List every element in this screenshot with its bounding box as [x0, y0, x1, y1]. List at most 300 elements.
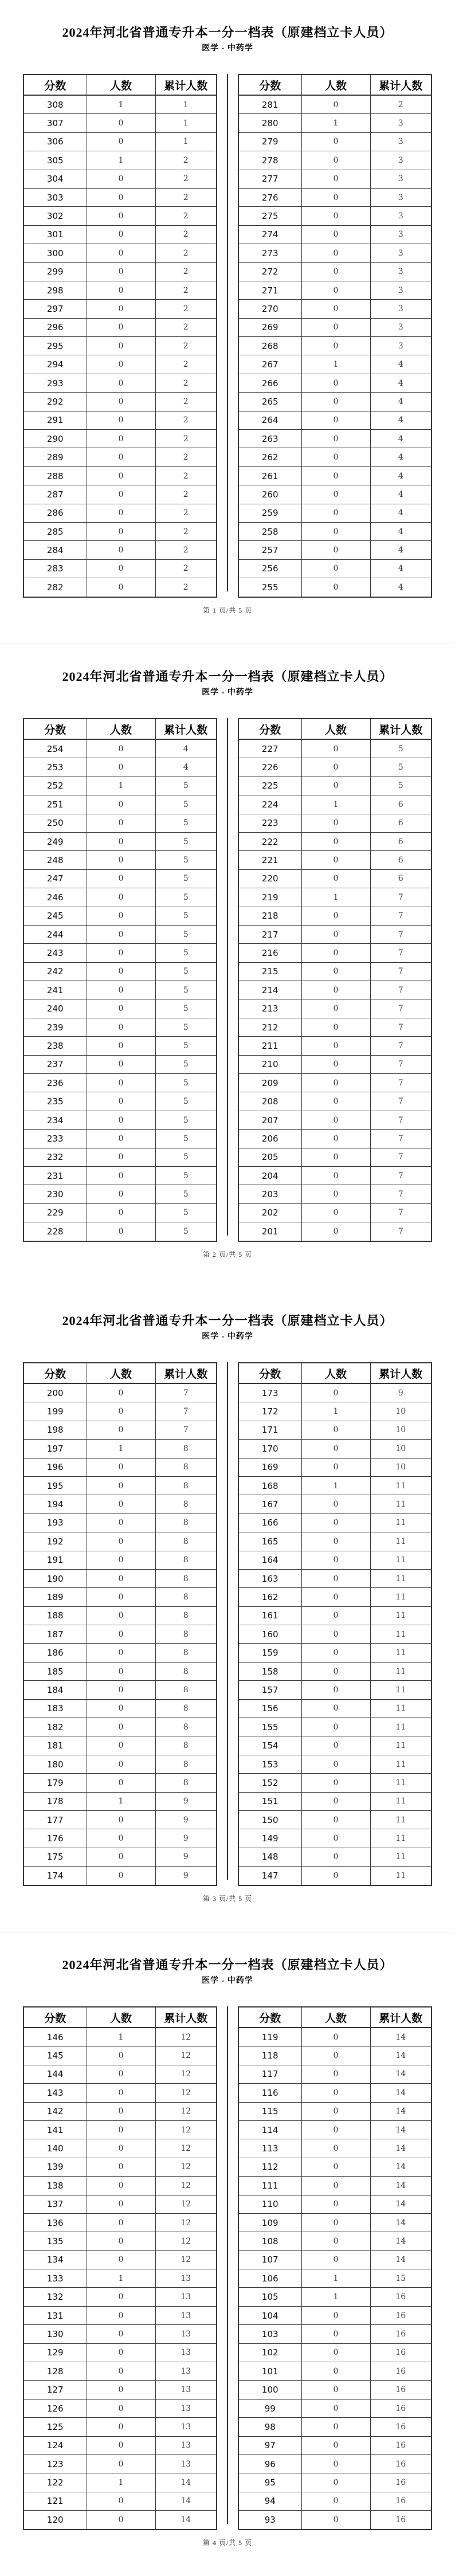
score-cell: 301: [23, 225, 87, 244]
score-cell: 100: [238, 2381, 301, 2399]
table-row: [238, 1848, 432, 1866]
count-cell: 0: [301, 1018, 370, 1036]
cumulative-cell: 12: [155, 2213, 217, 2232]
score-cell: 221: [238, 851, 301, 869]
table-row: [23, 1681, 217, 1699]
cumulative-cell: 16: [370, 2381, 432, 2399]
score-column-header: 分数: [238, 719, 301, 739]
cumulative-cell: 13: [155, 2288, 217, 2306]
cumulative-cell: 2: [155, 170, 217, 188]
count-cell: 0: [301, 2325, 370, 2343]
page-subtitle: 医学 - 中药学: [202, 1332, 253, 1341]
column-divider: [227, 1362, 228, 1880]
score-column-header: 分数: [23, 1363, 87, 1383]
cumulative-cell: 11: [370, 1829, 432, 1848]
page-footer: 第 2 页/共 5 页: [202, 1250, 253, 1258]
table-row: [23, 466, 217, 485]
score-cell: 186: [23, 1644, 87, 1662]
table-row: [238, 374, 432, 392]
count-cell: 0: [87, 1551, 155, 1569]
table-row: [23, 374, 217, 392]
table-row: [238, 1185, 432, 1203]
count-cell: 0: [301, 2139, 370, 2158]
count-cell: 0: [87, 281, 155, 299]
cumulative-cell: 4: [370, 504, 432, 522]
cumulative-cell: 2: [155, 578, 217, 597]
cumulative-cell: 2: [155, 281, 217, 299]
score-cell: 143: [23, 2084, 87, 2102]
table-row: [238, 1018, 432, 1036]
count-cell: 0: [301, 962, 370, 981]
score-cell: 282: [23, 578, 87, 597]
cumulative-cell: 4: [370, 448, 432, 466]
table-row: [23, 869, 217, 888]
score-cell: 112: [238, 2158, 301, 2176]
table-row: [238, 2343, 432, 2362]
cumulative-cell: 13: [155, 2418, 217, 2436]
cumulative-cell: 8: [155, 1662, 217, 1680]
score-cell: 106: [238, 2269, 301, 2288]
count-cell: 0: [301, 2158, 370, 2176]
table-row: [23, 1569, 217, 1587]
table-row: [238, 981, 432, 999]
score-cell: 277: [238, 170, 301, 188]
score-cell: 231: [23, 1166, 87, 1185]
cumulative-column-header: 累计人数: [155, 2007, 217, 2028]
score-cell: 104: [238, 2306, 301, 2324]
score-cell: 149: [238, 1829, 301, 1848]
cumulative-cell: 5: [155, 1222, 217, 1241]
cumulative-cell: 7: [155, 1383, 217, 1402]
cumulative-cell: 8: [155, 1588, 217, 1606]
table-row: [238, 337, 432, 355]
cumulative-cell: 7: [370, 1055, 432, 1073]
count-cell: 0: [87, 578, 155, 597]
cumulative-cell: 8: [155, 1514, 217, 1532]
score-cell: 184: [23, 1681, 87, 1699]
count-cell: 0: [301, 2343, 370, 2362]
cumulative-cell: 16: [370, 2399, 432, 2417]
table-row: [238, 393, 432, 411]
score-cell: 291: [23, 411, 87, 429]
table-row: [238, 1644, 432, 1662]
table-row: [23, 170, 217, 188]
count-cell: 0: [87, 1755, 155, 1773]
table-row: [23, 2250, 217, 2269]
table-row: [238, 814, 432, 832]
score-cell: 222: [238, 832, 301, 850]
table-row: [238, 448, 432, 466]
count-cell: 0: [301, 1625, 370, 1644]
count-cell: 0: [87, 1736, 155, 1755]
cumulative-cell: 7: [370, 1222, 432, 1241]
cumulative-cell: 7: [370, 1111, 432, 1129]
count-cell: 0: [301, 318, 370, 336]
table-row: [23, 1203, 217, 1222]
cumulative-cell: 11: [370, 1514, 432, 1532]
cumulative-cell: 2: [155, 430, 217, 448]
table-row: [238, 777, 432, 795]
score-cell: 259: [238, 504, 301, 522]
score-cell: 252: [23, 777, 87, 795]
score-cell: 247: [23, 869, 87, 888]
score-cell: 131: [23, 2306, 87, 2324]
table-row: [23, 281, 217, 299]
count-cell: 0: [87, 1848, 155, 1866]
cumulative-cell: 7: [370, 1037, 432, 1055]
count-cell: 0: [301, 1662, 370, 1680]
count-cell: 0: [87, 1185, 155, 1203]
table-row: [23, 1185, 217, 1203]
table-row: [23, 1130, 217, 1148]
table-row: [23, 944, 217, 962]
count-cell: 0: [87, 522, 155, 540]
cumulative-cell: 2: [155, 374, 217, 392]
cumulative-cell: 11: [370, 1718, 432, 1736]
table-row: [23, 1699, 217, 1718]
count-cell: 0: [301, 2177, 370, 2195]
cumulative-cell: 14: [155, 2492, 217, 2510]
score-cell: 300: [23, 244, 87, 262]
count-cell: 0: [87, 1092, 155, 1111]
cumulative-cell: 6: [370, 851, 432, 869]
cumulative-cell: 2: [155, 355, 217, 374]
cumulative-cell: 9: [155, 1829, 217, 1848]
count-cell: 0: [301, 999, 370, 1018]
score-cell: 284: [23, 541, 87, 559]
page-subtitle: 医学 - 中药学: [202, 688, 253, 697]
score-cell: 280: [238, 114, 301, 132]
table-row: [23, 1402, 217, 1421]
count-cell: 0: [301, 1111, 370, 1129]
cumulative-cell: 7: [370, 1092, 432, 1111]
page-title: 2024年河北省普通专升本一分一档表（原建档立卡人员）: [62, 25, 393, 40]
table-row: [238, 2473, 432, 2492]
count-cell: 1: [301, 795, 370, 814]
table-row: [238, 2306, 432, 2324]
count-cell: 0: [87, 1166, 155, 1185]
count-cell: 1: [87, 1440, 155, 1458]
cumulative-cell: 5: [155, 1185, 217, 1203]
cumulative-cell: 5: [155, 1130, 217, 1148]
count-cell: 0: [87, 962, 155, 981]
score-table-left: [23, 718, 217, 1242]
cumulative-cell: 4: [370, 541, 432, 559]
table-row: [23, 2232, 217, 2250]
table-row: [238, 1662, 432, 1680]
cumulative-cell: 11: [370, 1810, 432, 1829]
score-cell: 102: [238, 2343, 301, 2362]
table-row: [23, 95, 217, 114]
cumulative-cell: 14: [370, 2213, 432, 2232]
table-row: [23, 2065, 217, 2083]
document-page-2: [0, 644, 455, 1288]
table-row: [23, 832, 217, 850]
count-cell: 1: [87, 1792, 155, 1810]
table-row: [238, 1402, 432, 1421]
cumulative-cell: 13: [155, 2306, 217, 2324]
score-cell: 146: [23, 2028, 87, 2046]
score-table-left: [23, 74, 217, 598]
count-cell: 0: [301, 1203, 370, 1222]
cumulative-cell: 12: [155, 2028, 217, 2046]
score-table-left: [23, 2006, 217, 2530]
cumulative-column-header: 累计人数: [155, 719, 217, 739]
table-row: [238, 1055, 432, 1073]
table-row: [238, 170, 432, 188]
score-cell: 167: [238, 1495, 301, 1514]
count-column-header: 人数: [87, 75, 155, 95]
score-cell: 225: [238, 777, 301, 795]
table-row: [23, 851, 217, 869]
table-row: [238, 541, 432, 559]
score-cell: 289: [23, 448, 87, 466]
table-row: [238, 2492, 432, 2510]
table-row: [238, 2511, 432, 2530]
table-row: [23, 1551, 217, 1569]
count-cell: 0: [87, 1699, 155, 1718]
cumulative-cell: 12: [155, 2158, 217, 2176]
table-row: [238, 2139, 432, 2158]
table-row: [238, 1458, 432, 1476]
cumulative-cell: 11: [370, 1644, 432, 1662]
table-row: [23, 2455, 217, 2473]
score-cell: 279: [238, 132, 301, 151]
table-row: [238, 281, 432, 299]
cumulative-cell: 7: [370, 925, 432, 943]
cumulative-cell: 13: [155, 2399, 217, 2417]
score-cell: 256: [238, 559, 301, 578]
table-row: [238, 1792, 432, 1810]
table-row: [238, 1203, 432, 1222]
score-cell: 177: [23, 1810, 87, 1829]
count-cell: 0: [87, 944, 155, 962]
cumulative-cell: 2: [155, 244, 217, 262]
table-row: [238, 2455, 432, 2473]
count-cell: 0: [301, 430, 370, 448]
cumulative-cell: 3: [370, 244, 432, 262]
table-row: [23, 337, 217, 355]
count-cell: 0: [301, 1514, 370, 1532]
cumulative-cell: 13: [155, 2325, 217, 2343]
cumulative-cell: 3: [370, 132, 432, 151]
count-cell: 1: [301, 355, 370, 374]
count-cell: 0: [87, 1514, 155, 1532]
table-row: [238, 2381, 432, 2399]
cumulative-cell: 9: [370, 1383, 432, 1402]
count-cell: 0: [301, 1383, 370, 1402]
count-cell: 0: [87, 1644, 155, 1662]
count-cell: 0: [87, 1810, 155, 1829]
cumulative-cell: 9: [155, 1792, 217, 1810]
score-cell: 200: [23, 1383, 87, 1402]
count-cell: 0: [87, 2046, 155, 2065]
page-title: 2024年河北省普通专升本一分一档表（原建档立卡人员）: [62, 669, 393, 684]
cumulative-cell: 6: [370, 869, 432, 888]
cumulative-cell: 11: [370, 1755, 432, 1773]
table-row: [23, 2418, 217, 2436]
count-cell: 0: [301, 578, 370, 597]
score-cell: 302: [23, 207, 87, 225]
cumulative-cell: 3: [370, 337, 432, 355]
table-row: [238, 1130, 432, 1148]
score-cell: 263: [238, 430, 301, 448]
count-cell: 1: [301, 888, 370, 907]
table-row: [238, 1588, 432, 1606]
count-cell: 0: [87, 2436, 155, 2455]
table-row: [238, 907, 432, 925]
score-cell: 122: [23, 2473, 87, 2492]
count-cell: 0: [301, 2511, 370, 2530]
cumulative-cell: 14: [155, 2473, 217, 2492]
score-cell: 254: [23, 739, 87, 758]
cumulative-cell: 12: [155, 2084, 217, 2102]
score-column-header: 分数: [23, 2007, 87, 2028]
cumulative-cell: 2: [155, 188, 217, 206]
cumulative-cell: 4: [370, 522, 432, 540]
table-row: [238, 1092, 432, 1111]
count-cell: 0: [87, 925, 155, 943]
count-cell: 0: [301, 1774, 370, 1792]
score-cell: 120: [23, 2511, 87, 2530]
table-row: [238, 1625, 432, 1644]
count-cell: 0: [301, 2473, 370, 2492]
count-cell: 1: [301, 2269, 370, 2288]
cumulative-cell: 11: [370, 1569, 432, 1587]
table-row: [23, 795, 217, 814]
count-cell: 0: [87, 262, 155, 281]
count-cell: 0: [87, 1867, 155, 1885]
count-cell: 0: [87, 188, 155, 206]
count-cell: 0: [87, 1681, 155, 1699]
score-cell: 268: [238, 337, 301, 355]
table-row: [238, 2418, 432, 2436]
score-cell: 298: [23, 281, 87, 299]
cumulative-cell: 2: [155, 559, 217, 578]
score-cell: 93: [238, 2511, 301, 2530]
cumulative-cell: 14: [370, 2139, 432, 2158]
score-cell: 204: [238, 1166, 301, 1185]
table-row: [23, 522, 217, 540]
cumulative-cell: 2: [155, 225, 217, 244]
page-footer: 第 3 页/共 5 页: [202, 1895, 253, 1903]
count-cell: 0: [87, 2084, 155, 2102]
cumulative-column-header: 累计人数: [370, 719, 432, 739]
count-cell: 0: [301, 1037, 370, 1055]
table-row: [23, 1625, 217, 1644]
cumulative-cell: 3: [370, 188, 432, 206]
cumulative-cell: 2: [155, 337, 217, 355]
score-cell: 198: [23, 1421, 87, 1439]
score-column-header: 分数: [238, 1363, 301, 1383]
score-cell: 141: [23, 2120, 87, 2139]
table-row: [23, 2139, 217, 2158]
table-row: [238, 1476, 432, 1495]
score-cell: 218: [238, 907, 301, 925]
score-cell: 191: [23, 1551, 87, 1569]
score-cell: 229: [23, 1203, 87, 1222]
table-row: [23, 2213, 217, 2232]
score-cell: 304: [23, 170, 87, 188]
table-row: [238, 430, 432, 448]
score-cell: 208: [238, 1092, 301, 1111]
score-cell: 299: [23, 262, 87, 281]
cumulative-cell: 4: [370, 430, 432, 448]
count-cell: 0: [87, 559, 155, 578]
count-cell: 0: [87, 999, 155, 1018]
cumulative-cell: 3: [370, 300, 432, 318]
score-cell: 187: [23, 1625, 87, 1644]
cumulative-cell: 15: [370, 2269, 432, 2288]
count-cell: 0: [87, 170, 155, 188]
cumulative-cell: 12: [155, 2177, 217, 2195]
table-row: [238, 504, 432, 522]
count-cell: 0: [301, 1551, 370, 1569]
score-cell: 154: [238, 1736, 301, 1755]
score-cell: 95: [238, 2473, 301, 2492]
score-cell: 306: [23, 132, 87, 151]
table-row: [238, 739, 432, 758]
count-cell: 0: [87, 981, 155, 999]
count-cell: 0: [87, 1625, 155, 1644]
count-cell: 0: [301, 1755, 370, 1773]
count-cell: 0: [87, 1402, 155, 1421]
cumulative-cell: 5: [155, 1055, 217, 1073]
count-cell: 0: [301, 151, 370, 170]
score-cell: 213: [238, 999, 301, 1018]
count-cell: 1: [87, 2269, 155, 2288]
table-row: [238, 1699, 432, 1718]
count-cell: 0: [87, 1662, 155, 1680]
score-cell: 215: [238, 962, 301, 981]
score-cell: 274: [238, 225, 301, 244]
table-row: [23, 1074, 217, 1092]
score-cell: 157: [238, 1681, 301, 1699]
score-cell: 159: [238, 1644, 301, 1662]
count-cell: 0: [87, 1037, 155, 1055]
cumulative-cell: 11: [370, 1848, 432, 1866]
count-cell: 0: [87, 2232, 155, 2250]
count-cell: 0: [301, 300, 370, 318]
count-cell: 0: [87, 2511, 155, 2530]
score-cell: 220: [238, 869, 301, 888]
count-cell: 0: [87, 244, 155, 262]
cumulative-cell: 2: [370, 95, 432, 114]
table-row: [23, 318, 217, 336]
cumulative-cell: 5: [155, 795, 217, 814]
count-cell: 0: [301, 2455, 370, 2473]
table-row: [23, 1662, 217, 1680]
cumulative-cell: 14: [370, 2250, 432, 2269]
cumulative-cell: 14: [370, 2102, 432, 2120]
count-cell: 0: [301, 522, 370, 540]
score-cell: 286: [23, 504, 87, 522]
score-table-right: [238, 718, 432, 1242]
cumulative-cell: 2: [155, 262, 217, 281]
table-header-row: [238, 1363, 432, 1383]
cumulative-cell: 2: [155, 300, 217, 318]
score-cell: 98: [238, 2418, 301, 2436]
table-row: [23, 2195, 217, 2213]
cumulative-cell: 2: [155, 448, 217, 466]
count-cell: 0: [87, 907, 155, 925]
table-row: [238, 1037, 432, 1055]
count-cell: 0: [87, 1130, 155, 1148]
score-cell: 94: [238, 2492, 301, 2510]
table-row: [238, 925, 432, 943]
count-cell: 0: [87, 1829, 155, 1848]
table-row: [238, 355, 432, 374]
